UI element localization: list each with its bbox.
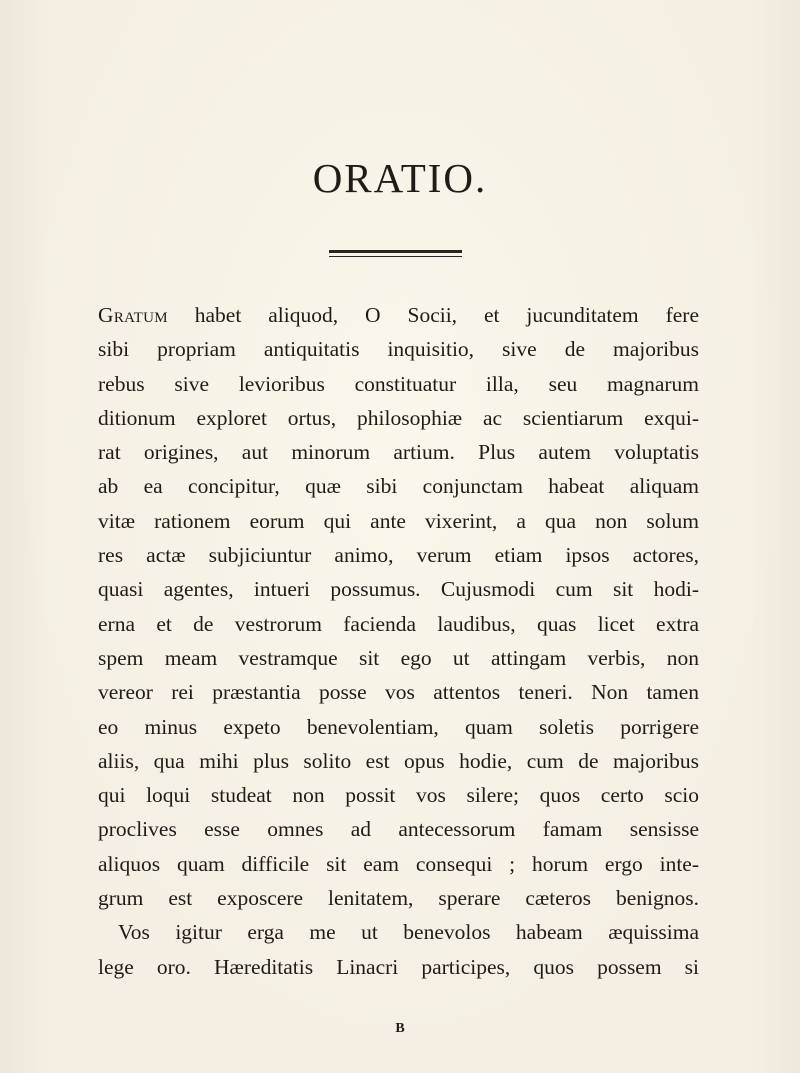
text-line: res actæ subjiciuntur animo, verum etiam ipsos actores, [98,543,699,568]
signature-mark: B [395,1021,405,1036]
text-line: lege oro. Hæreditatis Linacri participes, quos possem si [98,954,699,979]
text-line: aliquos quam difficile sit eam consequi ; horum ergo inte- [98,851,699,876]
text-line: qui loqui studeat non possit vos silere; quos certo scio [98,783,699,808]
text-line [98,298,699,332]
text-line: spem meam vestramque sit ego ut attingam verbis, non [98,645,699,670]
text-line: quasi agentes, intueri possumus. Cujusmodi cum sit hodi- [98,577,699,602]
text-line: vitæ rationem eorum qui ante vixerint, a qua non solum [98,508,699,533]
text-line: ab ea concipitur, quæ sibi conjunctam habeat aliquam [98,474,699,499]
text-line: Vos igitur erga me ut benevolos habeam æquissima [118,920,699,945]
text-line: grum est exposcere lenitatem, sperare cæteros benignos. [98,886,699,911]
text-line: vereor rei præstantia posse vos attentos teneri. Non tamen [98,680,699,705]
text-line: sibi propriam antiquitatis inquisitio, sive de majoribus [98,337,699,362]
title-divider [329,250,462,257]
text-line: ditionum exploret ortus, philosophiæ ac scientiarum exqui- [98,405,699,430]
text-line-content: habet aliquod, O Socii, et jucunditatem fere [167,303,699,327]
oration-text [98,298,699,984]
text-line: rat origines, aut minorum artium. Plus autem voluptatis [98,440,699,465]
opening-word: Gratum [98,303,168,327]
text-line: aliis, qua mihi plus solito est opus hodie, cum de majoribus [98,748,699,773]
page-title: ORATIO. [312,155,488,201]
text-line: erna et de vestrorum facienda laudibus, quas licet extra [98,611,699,636]
text-line: proclives esse omnes ad antecessorum famam sensisse [98,817,699,842]
text-line: eo minus expeto benevolentiam, quam soletis porrigere [98,714,699,739]
text-line: rebus sive levioribus constituatur illa, seu magnarum [98,371,699,396]
